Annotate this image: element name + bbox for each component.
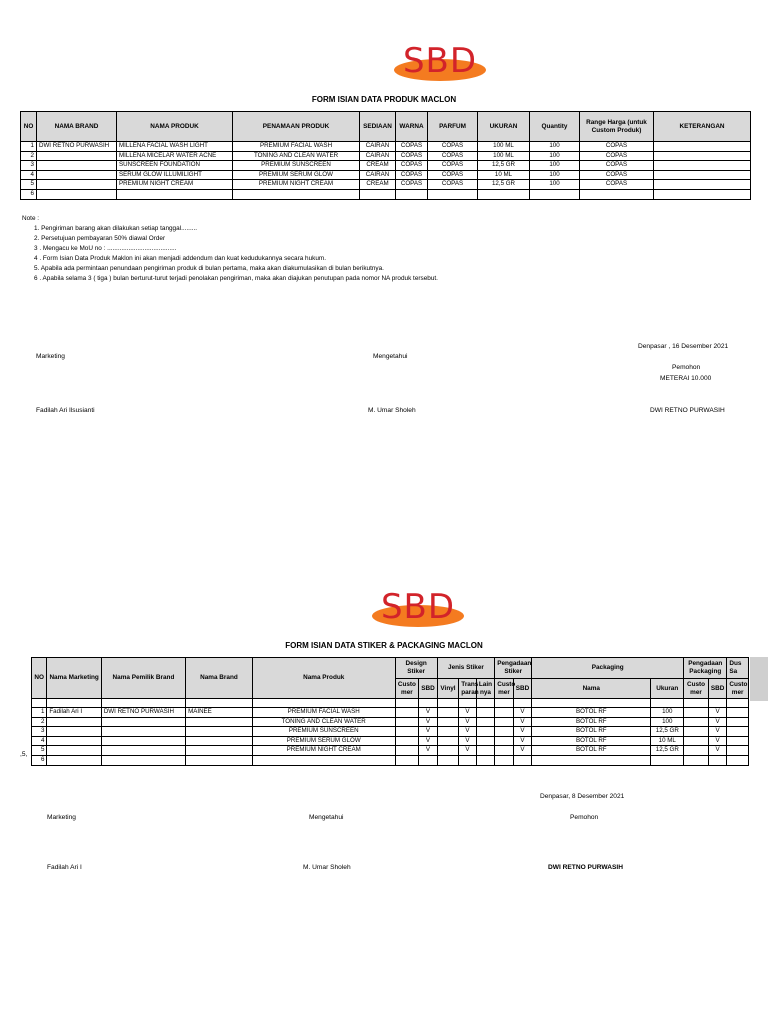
table-row (21, 189, 751, 199)
header-dus: Dus Sa (727, 658, 749, 679)
table-cell: COPAS (428, 142, 478, 152)
table-cell (419, 755, 437, 765)
table-cell: COPAS (396, 151, 428, 161)
produk-table (20, 111, 751, 200)
table-cell: V (708, 717, 726, 727)
table-cell: 100 (530, 170, 580, 180)
table-cell: COPAS (580, 170, 654, 180)
table-cell: V (459, 736, 476, 746)
table-cell (437, 708, 459, 718)
header-nama-produk: NAMA PRODUK (117, 112, 233, 142)
table-cell: MAINEE (186, 708, 253, 718)
table-cell (395, 717, 419, 727)
header-packaging-customer: Custo mer (684, 679, 709, 699)
header-packaging-nama: Nama (532, 679, 651, 699)
note-item: 6 . Apabila selama 3 ( tiga ) bulan berturut-turut terjadi penolakan pengiriman, maka akan diajukan penutupan pada nomor NA produk tersebut. (34, 275, 438, 282)
form1-marketing-name: Fadilah Ari Ilsusianti (36, 407, 95, 414)
table-cell (101, 755, 185, 765)
table-cell (395, 708, 419, 718)
table-cell (495, 755, 513, 765)
form2-pemohon-label: Pemohon (570, 814, 599, 821)
table-cell (727, 708, 749, 718)
table-cell: 5 (21, 180, 37, 190)
table-cell: PREMIUM SUNSCREEN (233, 161, 360, 171)
form1-mengetahui-label: Mengetahui (373, 353, 408, 360)
table-cell (186, 736, 253, 746)
table-cell: CAIRAN (360, 170, 396, 180)
logo-text: SBD (402, 41, 478, 81)
header-ukuran: UKURAN (478, 112, 530, 142)
table-cell (727, 727, 749, 737)
table-cell: COPAS (396, 180, 428, 190)
table-cell: V (513, 708, 532, 718)
table-cell (654, 170, 751, 180)
table-cell: 12,5 GR (478, 180, 530, 190)
table-cell (47, 717, 101, 727)
table-cell (37, 151, 117, 161)
table-cell: SERUM GLOW ILLUMILIGHT (117, 170, 233, 180)
header-nama-produk: Nama Produk (252, 658, 395, 699)
table-cell: 6 (21, 189, 37, 199)
table-cell (495, 736, 513, 746)
note-item: 4 . Form Isian Data Produk Maklon ini akan menjadi addendum dan kuat kedudukannya secara hukum. (34, 255, 327, 262)
form1-date: Denpasar , 16 Desember 2021 (638, 343, 729, 350)
table-cell (495, 727, 513, 737)
table-cell: 3 (32, 727, 47, 737)
table-cell (708, 755, 726, 765)
form1-pemohon-name: DWI RETNO PURWASIH (650, 407, 725, 414)
header-packaging: Packaging (532, 658, 684, 679)
table-cell: TONING AND CLEAN WATER (252, 717, 395, 727)
header-sediaan: SEDIAAN (360, 112, 396, 142)
table-cell (47, 746, 101, 756)
table-cell: V (459, 708, 476, 718)
table-cell (437, 717, 459, 727)
note-item: 3 . Mengacu ke MoU no : ....................................... (34, 245, 177, 252)
table-cell: 2 (21, 151, 37, 161)
table-cell: V (708, 708, 726, 718)
note-item: 1. Pengiriman barang akan dilakukan setiap tanggal......... (34, 225, 198, 232)
table-row (32, 708, 749, 718)
header-transparan: Trans paran (459, 679, 476, 699)
table-cell: 100 (651, 708, 684, 718)
table-cell (186, 755, 253, 765)
table-cell: PREMIUM SERUM GLOW (252, 736, 395, 746)
table-cell (47, 736, 101, 746)
header-penamaan-produk: PENAMAAN PRODUK (233, 112, 360, 142)
header-lainnya: Lain nya (476, 679, 495, 699)
header-nama-marketing: Nama Marketing (47, 658, 101, 699)
table-cell (101, 717, 185, 727)
form1-title: FORM ISIAN DATA PRODUK MACLON (311, 95, 457, 104)
header-packaging-ukuran: Ukuran (651, 679, 684, 699)
table-cell (530, 189, 580, 199)
table-cell: V (513, 727, 532, 737)
table-cell (654, 161, 751, 171)
table-cell: SUNSCREEN FOUNDATION (117, 161, 233, 171)
header-keterangan: KETERANGAN (654, 112, 751, 142)
header-parfum: PARFUM (428, 112, 478, 142)
header-design-sbd: SBD (419, 679, 437, 699)
table-row (32, 736, 749, 746)
table-cell (395, 755, 419, 765)
table-cell: V (708, 736, 726, 746)
table-cell: COPAS (428, 180, 478, 190)
header-pengadaan-stiker: Pengadaan Stiker (495, 658, 532, 679)
table-cell (476, 755, 495, 765)
table-cell (532, 755, 651, 765)
page-edge-overflow (750, 657, 768, 701)
table-cell: 1 (21, 142, 37, 152)
table-cell (727, 746, 749, 756)
form2-date: Denpasar, 8 Desember 2021 (540, 793, 625, 800)
table-cell (495, 746, 513, 756)
table-cell: PREMIUM FACIAL WASH (252, 708, 395, 718)
table-cell: COPAS (428, 151, 478, 161)
table-cell (37, 189, 117, 199)
table-cell: DWI RETNO PURWASIH (101, 708, 185, 718)
table-cell: PREMIUM NIGHT CREAM (233, 180, 360, 190)
table-cell (476, 746, 495, 756)
table-cell (651, 755, 684, 765)
table-cell: 4 (32, 736, 47, 746)
table-cell: COPAS (580, 161, 654, 171)
table-cell: CAIRAN (360, 151, 396, 161)
table-cell (476, 717, 495, 727)
spacer-row (32, 699, 749, 708)
header-pengadaan-packaging: Pengadaan Packaging (684, 658, 727, 679)
table-cell: 100 (530, 180, 580, 190)
table-row (21, 151, 751, 161)
form1-mengetahui-name: M. Umar Sholeh (368, 407, 416, 414)
notes-title: Note : (22, 215, 40, 222)
sbd-logo-2 (370, 586, 466, 630)
table-cell: COPAS (396, 170, 428, 180)
table-cell (513, 755, 532, 765)
table-cell: V (419, 736, 437, 746)
table-cell: V (708, 746, 726, 756)
table-cell (395, 746, 419, 756)
table-cell: CREAM (360, 180, 396, 190)
table-cell (476, 727, 495, 737)
table-cell (654, 151, 751, 161)
table-cell (478, 189, 530, 199)
produk-table-header (21, 112, 751, 142)
table-cell (437, 727, 459, 737)
header-jenis-stiker: Jenis Stiker (437, 658, 495, 679)
table-cell (684, 727, 709, 737)
table-cell (727, 755, 749, 765)
table-cell (684, 736, 709, 746)
table-cell: 100 (530, 151, 580, 161)
table-cell: 12,5 GR (651, 727, 684, 737)
table-cell: CAIRAN (360, 142, 396, 152)
header-quantity: Quantity (530, 112, 580, 142)
table-cell: V (419, 708, 437, 718)
table-cell: MILLENA FACIAL WASH LIGHT (117, 142, 233, 152)
stiker-packaging-table (31, 657, 749, 766)
table-cell (684, 717, 709, 727)
table-cell: COPAS (396, 161, 428, 171)
table-cell (428, 189, 478, 199)
table-row (32, 746, 749, 756)
table-cell (654, 142, 751, 152)
table-cell: PREMIUM FACIAL WASH (233, 142, 360, 152)
table-cell (476, 708, 495, 718)
table-cell: COPAS (428, 170, 478, 180)
table-cell: 12,5 GR (651, 746, 684, 756)
header-stiker-sbd: SBD (513, 679, 532, 699)
table-cell (684, 746, 709, 756)
table-cell (360, 189, 396, 199)
table-cell: 2 (32, 717, 47, 727)
table-cell (101, 727, 185, 737)
table-cell: PREMIUM SERUM GLOW (233, 170, 360, 180)
table-cell: 100 ML (478, 142, 530, 152)
table-cell (101, 746, 185, 756)
table-cell (252, 755, 395, 765)
table-cell (396, 189, 428, 199)
table-cell: 4 (21, 170, 37, 180)
form1-materai-label: METERAI 10.000 (660, 375, 712, 382)
form2-marketing-name: Fadilah Ari I (47, 864, 82, 871)
table-cell: DWI RETNO PURWASIH (37, 142, 117, 152)
table-cell (101, 736, 185, 746)
note-item: 2. Persetujuan pembayaran 50% diawal Order (34, 235, 166, 242)
table-row (21, 161, 751, 171)
table-cell: COPAS (396, 142, 428, 152)
table-row (32, 717, 749, 727)
table-cell: PREMIUM NIGHT CREAM (252, 746, 395, 756)
table-cell (684, 755, 709, 765)
header-vinyl: Vinyl (437, 679, 459, 699)
table-cell (186, 717, 253, 727)
table-row (21, 170, 751, 180)
margin-mark: ,5, (20, 751, 28, 758)
form1-pemohon-label: Pemohon (672, 364, 701, 371)
table-cell (186, 727, 253, 737)
table-cell: BOTOL RF (532, 736, 651, 746)
header-no: NO (21, 112, 37, 142)
table-cell: 10 ML (478, 170, 530, 180)
table-cell (476, 736, 495, 746)
table-cell (47, 755, 101, 765)
table-cell (459, 755, 476, 765)
logo-text-2: SBD (380, 587, 456, 627)
table-cell (437, 755, 459, 765)
table-cell (233, 189, 360, 199)
table-cell: 6 (32, 755, 47, 765)
header-nama-brand: NAMA BRAND (37, 112, 117, 142)
header-dus-customer: Custo mer (727, 679, 749, 699)
table-cell (186, 746, 253, 756)
table-cell (37, 170, 117, 180)
table-cell: BOTOL RF (532, 727, 651, 737)
table-cell (47, 727, 101, 737)
table-cell: 12,5 GR (478, 161, 530, 171)
table-cell (117, 189, 233, 199)
note-item: 5. Apabila ada permintaan penundaan pengiriman produk di bulan pertama, maka akan diakumulasikan di bulan berikutnya. (34, 265, 384, 272)
header-nama-pemilik-brand: Nama Pemilik Brand (101, 658, 185, 699)
table-cell: V (419, 746, 437, 756)
table-cell (495, 708, 513, 718)
table-cell: 10 ML (651, 736, 684, 746)
header-design-stiker: Design Stiker (395, 658, 437, 679)
table-cell (580, 189, 654, 199)
table-cell: COPAS (580, 180, 654, 190)
table-cell: CREAM (360, 161, 396, 171)
table-cell: V (513, 736, 532, 746)
table-cell: COPAS (428, 161, 478, 171)
header-stiker-customer: Custo mer (495, 679, 513, 699)
table-cell: V (459, 746, 476, 756)
table-row (21, 142, 751, 152)
form1-marketing-label: Marketing (36, 353, 65, 360)
sbd-logo (392, 40, 488, 84)
header-design-customer: Custo mer (395, 679, 419, 699)
header-warna: WARNA (396, 112, 428, 142)
table-cell (437, 736, 459, 746)
table-cell: MILLENA MICELAR WATER ACNE (117, 151, 233, 161)
table-cell: V (419, 727, 437, 737)
table-cell: V (708, 727, 726, 737)
form2-mengetahui-name: M. Umar Sholeh (303, 864, 351, 871)
table-cell (395, 727, 419, 737)
table-row (21, 180, 751, 190)
table-cell (727, 717, 749, 727)
table-cell (654, 180, 751, 190)
table-cell (495, 717, 513, 727)
table-cell: COPAS (580, 151, 654, 161)
table-cell: 100 ML (478, 151, 530, 161)
table-cell (37, 161, 117, 171)
table-cell: 100 (530, 142, 580, 152)
table-cell: BOTOL RF (532, 746, 651, 756)
form2-title: FORM ISIAN DATA STIKER & PACKAGING MACLON (285, 641, 483, 650)
form2-pemohon-name: DWI RETNO PURWASIH (548, 864, 623, 871)
table-row (32, 755, 749, 765)
table-cell: TONING AND CLEAN WATER (233, 151, 360, 161)
header-range-harga: Range Harga (untuk Custom Produk) (580, 112, 654, 142)
table-cell (684, 708, 709, 718)
form2-marketing-label: Marketing (47, 814, 76, 821)
header-nama-brand: Nama Brand (186, 658, 253, 699)
table-cell: 5 (32, 746, 47, 756)
table-cell: V (419, 717, 437, 727)
table-cell: V (513, 717, 532, 727)
table-cell (395, 736, 419, 746)
table-cell: V (459, 727, 476, 737)
header-no: NO (32, 658, 47, 699)
table-cell (37, 180, 117, 190)
notes-section (22, 214, 438, 284)
table-cell: BOTOL RF (532, 708, 651, 718)
table-cell: V (459, 717, 476, 727)
table-cell (727, 736, 749, 746)
form2-mengetahui-label: Mengetahui (309, 814, 344, 821)
table-cell: PREMIUM NIGHT CREAM (117, 180, 233, 190)
table-cell: 100 (530, 161, 580, 171)
table-cell: Fadilah Ari I (47, 708, 101, 718)
table-row (32, 727, 749, 737)
table-cell: 3 (21, 161, 37, 171)
table-cell: V (513, 746, 532, 756)
header-packaging-sbd: SBD (708, 679, 726, 699)
table-cell: COPAS (580, 142, 654, 152)
table-cell: 100 (651, 717, 684, 727)
table-cell: BOTOL RF (532, 717, 651, 727)
table-cell: PREMIUM SUNSCREEN (252, 727, 395, 737)
table-cell (437, 746, 459, 756)
table-cell: 1 (32, 708, 47, 718)
table-cell (654, 189, 751, 199)
